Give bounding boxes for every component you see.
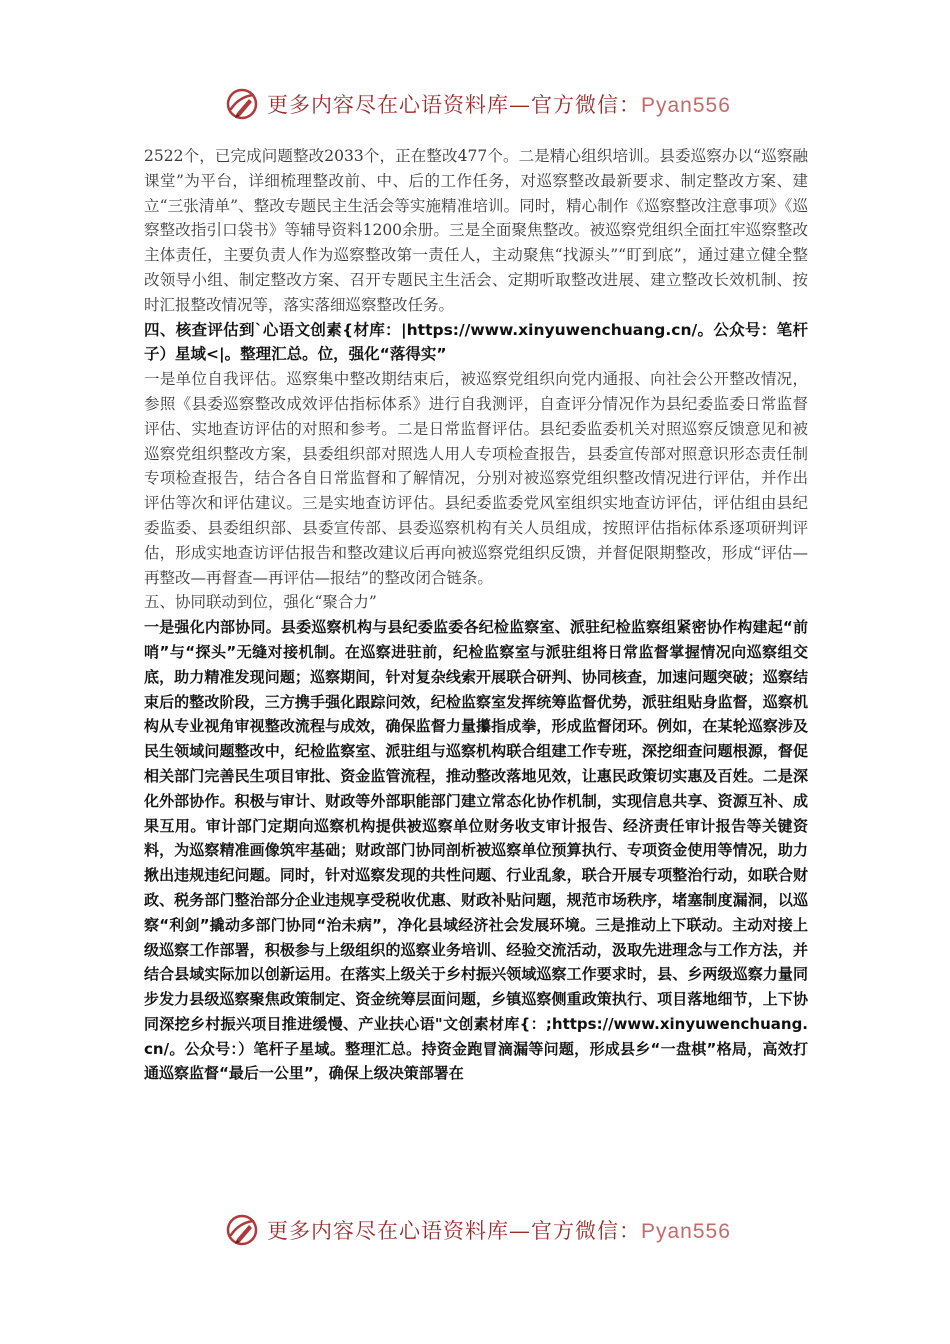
paragraph-continuation: 2522个，已完成问题整改2033个，正在整改477个。二是精心组织培训。县委巡察办以“巡察融课堂”为平台，详细梳理整改前、中、后的工作任务，对巡察整改最新要求、制定整改方案、建立“三张清单”、整改专题民主生活会等实施精准培训。同时，精心制作《巡察整改注意事项》《巡察整改指引口袋书》等辅导资料1200余册。三是全面聚焦整改。被巡察党组织全面扛牢巡察整改主体责任，主要负责人作为巡察整改第一责任人，主动聚焦“找源头”“盯到底”，通过建立健全整改领导小组、制定整改方案、召开专题民主生活会、定期听取整改进展、建立整改长效机制、按时汇报整改情况等，落实落细巡察整改任务。 <box>144 147 808 314</box>
header-watermark-banner <box>225 84 745 124</box>
paragraph-section-4: 一是单位自我评估。巡察集中整改期结束后，被巡察党组织向党内通报、向社会公开整改情况，参照《县委巡察整改成效评估指标体系》进行自我测评，自查评分情况作为县纪委监委日常监督评估、实地查访评估的对照和参考。二是日常监督评估。县纪委监委机关对照巡察反馈意见和被巡察党组织整改方案，县委组织部对照选人用人专项检查报告，县委宣传部对照意识形态责任制专项检查报告，结合各自日常监督和了解情况，分别对被巡察党组织整改情况进行评估，并作出评估等次和评估建议。三是实地查访评估。县纪委监委党风室组织实地查访评估，评估组由县纪委监委、县委组织部、县委宣传部、县委巡察机构有关人员组成，按照评估指标体系逐项研判评估，形成实地查访评估报告和整改建议后再向被巡察党组织反馈，并督促限期整改，形成“评估—再整改—再督查—再评估—报结”的整改闭合链条。 <box>144 370 808 587</box>
section-heading-4: 四、核查评估到`心语文创素{材库：|https://www.xinyuwenchuang.cn/。公众号：笔杆子）星域<|。整理汇总。位，强化“落得实” <box>144 320 808 364</box>
section-heading-5: 五、协同联动到位，强化“聚合力” <box>144 593 377 612</box>
banner-text: 更多内容尽在心语资料库—官方微信：Pyan556 <box>267 1219 731 1243</box>
pen-logo-icon <box>225 1213 259 1247</box>
pen-logo-icon <box>225 87 259 121</box>
banner-wechat-id: Pyan556 <box>641 1220 731 1243</box>
banner-wechat-id: Pyan556 <box>641 94 731 117</box>
paragraph-section-5: 一是强化内部协同。县委巡察机构与县纪委监委各纪检监察室、派驻纪检监察组紧密协作构建起“前哨”与“探头”无缝对接机制。在巡察进驻前，纪检监察室与派驻组将日常监督掌握情况向巡察组交底，助力精准发现问题；巡察期间，针对复杂线索开展联合研判、协同核查，加速问题突破；巡察结束后的整改阶段，三方携手强化跟踪问效，纪检监察室发挥统筹监督优势，派驻组贴身监督，巡察机构从专业视角审视整改流程与成效，确保监督力量攥指成拳，形成监督闭环。例如，在某轮巡察涉及民生领域问题整改中，纪检监察室、派驻组与巡察机构联合组建工作专班，深挖细查问题根源，督促相关部门完善民生项目审批、资金监管流程，推动整改落地见效，让惠民政策切实惠及百姓。二是深化外部协作。积极与审计、财政等外部职能部门建立常态化协作机制，实现信息共享、资源互补、成果互用。审计部门定期向巡察机构提供被巡察单位财务收支审计报告、经济责任审计报告等关键资料，为巡察精准画像筑牢基础；财政部门协同剖析被巡察单位预算执行、专项资金使用等情况，助力揪出违规违纪问题。同时，针对巡察发现的共性问题、行业乱象，联合开展专项整治行动，如联合财政、税务部门整治部分企业违规享受税收优惠、财政补贴问题，规范市场秩序，堵塞制度漏洞，以巡察“利剑”撬动多部门协同“治未病”，净化县域经济社会发展环境。三是推动上下联动。主动对接上级巡察工作部署，积极参与上级组织的巡察业务培训、经验交流活动，汲取先进理念与工作方法，并结合县域实际加以创新运用。在落实上级关于乡村振兴领域巡察工作要求时，县、乡两级巡察力量同步发力县级巡察聚焦政策制定、资金统筹层面问题，乡镇巡察侧重政策执行、项目落地细节，上下协同深挖乡村振兴项目推进缓慢、产业扶心语"文创素材库{：;https://www.xinyuwenchuang.cn/。公众号：）笔杆子星域。整理汇总。持资金跑冒滴漏等问题，形成县乡“一盘棋”格局，高效打通巡察监督“最后一公里”，确保上级决策部署在 <box>144 618 808 1083</box>
footer-watermark-banner <box>225 1210 745 1250</box>
document-body <box>144 144 808 1086</box>
banner-text: 更多内容尽在心语资料库—官方微信：Pyan556 <box>267 93 731 117</box>
